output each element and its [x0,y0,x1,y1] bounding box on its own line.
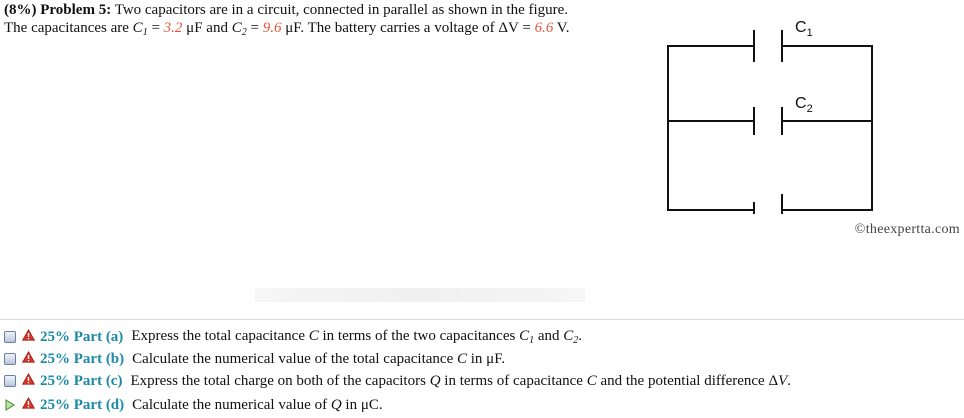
warning-icon [22,329,40,346]
c1-value: 3.2 [163,20,183,36]
c1-unit: μF [186,20,203,36]
part-weight: 25% [40,372,70,389]
problem-text-1: Two capacitors are in a circuit, connected in parallel as shown in the figure. The capacitances are [4,2,569,36]
parts-list [4,326,791,416]
problem-number: Problem 5: [40,2,112,18]
part-heading[interactable] [40,329,123,346]
collapse-box-icon[interactable] [4,353,16,365]
expand-arrow-icon[interactable] [4,399,16,411]
divider [0,319,964,320]
watermark: ©theexpertta.com [854,222,960,237]
part-weight: 25% [40,328,70,345]
problem-text-2: The battery carries a voltage of [307,20,495,36]
part-heading[interactable] [40,397,124,414]
warning-icon [22,351,40,368]
part-text: Calculate the numerical value of Q in μC. [132,396,383,413]
part-weight: 25% [40,350,70,367]
c2-label: $C_2$ [795,95,813,115]
collapse-box-icon[interactable] [4,331,16,343]
part-label: Part (a) [73,328,124,345]
part-label: Part (d) [73,396,125,413]
faint-banner [255,288,585,302]
part-text: Express the total capacitance C in terms of the two capacitances $C_1$ and $C_2$. [131,328,583,346]
part-heading[interactable] [40,373,122,390]
c2-unit: μF [285,20,301,36]
problem-statement: (8%) Problem 5: Two capacitors are in a circuit, connected in parallel as shown in the figure. The capacitances are $C_1 = 3.2$ μF and $C_2 = 9.6$ μF. The battery carries a voltage of ΔV = 6.6 V. [4,2,570,38]
c2-subscript: 2 [241,27,247,38]
part-text: Calculate the numerical value of the total capacitance C in μF. [132,350,506,367]
problem-weight: (8%) [4,2,37,18]
dv-unit: V. [556,20,570,36]
warning-icon [22,373,40,390]
dv-symbol: ΔV [498,20,519,36]
c1-label: $C_1$ [795,19,813,39]
part-row[interactable] [4,348,791,370]
collapse-box-icon[interactable] [4,375,16,387]
part-weight: 25% [40,396,70,413]
part-text: Express the total charge on both of the capacitors Q in terms of capacitance C and the potential difference ΔV. [130,372,792,389]
part-heading[interactable] [40,351,124,368]
dv-value: 6.6 [534,20,554,36]
part-row[interactable] [4,394,791,416]
c2-symbol: C [231,20,242,36]
part-label: Part (b) [73,350,125,367]
c1-symbol: C [132,20,143,36]
warning-icon [22,397,40,414]
c1-subscript: 1 [142,27,148,38]
part-row[interactable] [4,370,791,392]
part-row[interactable] [4,326,791,348]
and-word: and [206,20,228,36]
part-label: Part (c) [73,372,123,389]
c2-value: 9.6 [262,20,282,36]
circuit-diagram [660,14,880,214]
